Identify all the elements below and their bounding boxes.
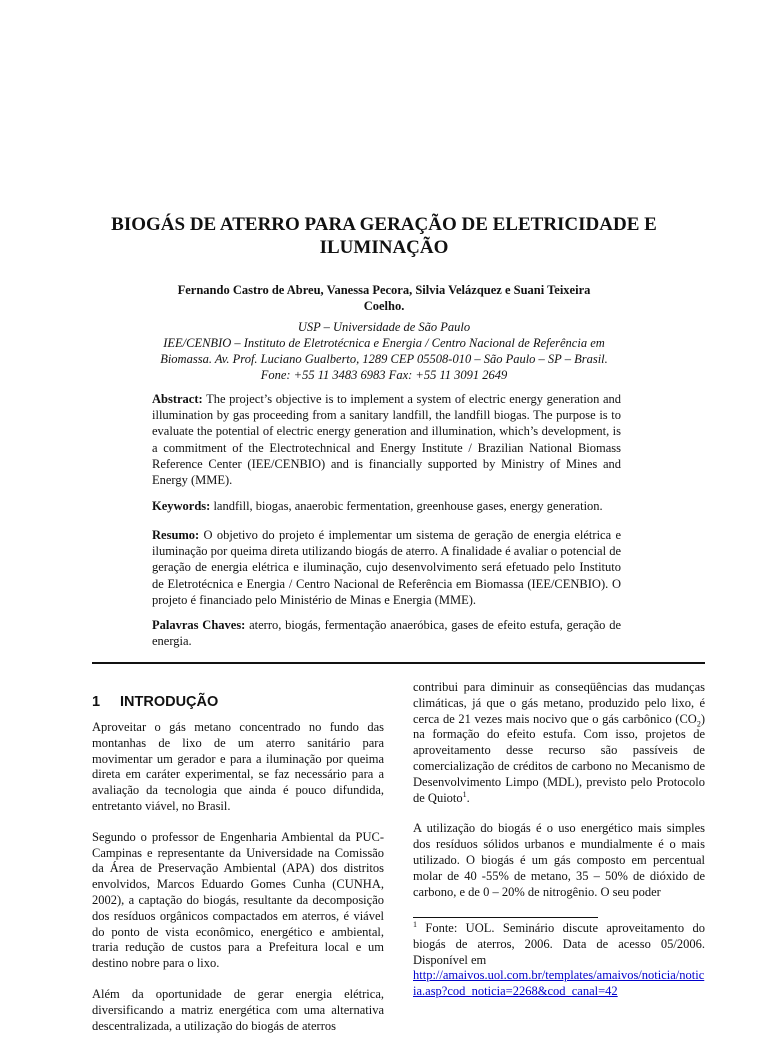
title-line-2: ILUMINAÇÃO (319, 237, 449, 258)
subscript: 2 (696, 719, 701, 729)
footnote-link[interactable]: http://amaivos.uol.com.br/templates/amaivos/noticia/noticia.asp?cod_noticia=2268&cod_canal=42 (413, 968, 705, 999)
affiliation-line: Biomassa. Av. Prof. Luciano Gualberto, 1289 CEP 05508-010 – São Paulo – SP – Brasil. (160, 352, 608, 366)
paragraph: A utilização do biogás é o uso energético mais simples dos resíduos sólidos urbanos e mundialmente é o mais utilizado. O biogás é um gás composto em percentual molar de 40 -55% de metano, 35 – 50% de dióxido de carbono, e de 0 – 20% de nitrogênio. O seu poder (413, 821, 705, 899)
footnote-ref[interactable]: 1 (462, 789, 467, 799)
right-column (413, 680, 705, 915)
paragraph-text: contribui para diminuir as conseqüências das mudanças climáticas, já que o gás metano, produzido pelo lixo, é cerca de 21 vezes mais nocivo que o gás carbônico (CO (413, 680, 705, 726)
title-line-1: BIOGÁS DE ATERRO PARA GERAÇÃO DE ELETRICIDADE E (111, 214, 657, 235)
keywords (152, 498, 621, 514)
paragraph-text: ) na formação do efeito estufa. Com isso, projetos de aproveitamento desse recurso são passíveis de comercialização de créditos de carbono no Mecanismo de Desenvolvimento Limpo (MDL), previsto pelo Protocolo de Quioto (413, 711, 705, 805)
paragraph-text: . (466, 790, 470, 805)
resumo-label: Resumo: (152, 528, 200, 542)
section-title: INTRODUÇÃO (120, 694, 219, 710)
footnote-rule (413, 917, 598, 918)
paragraph: Aproveitar o gás metano concentrado no fundo das montanhas de lixo de um aterro sanitário para movimentar um gerador e para a iluminação por queima direta em caráter experimental, se faz necessário para a avaliação da tecnologia que ainda é pouco difundida, entretanto viável, no Brasil. (92, 720, 384, 813)
resumo (152, 527, 621, 608)
authors-line-2: Coelho. (363, 299, 405, 313)
paragraph: Além da oportunidade de gerar energia elétrica, diversificando a matriz energética com uma alternativa descentralizada, a utilização do biogás de aterros (92, 986, 384, 1033)
paragraph: Segundo o professor de Engenharia Ambiental da PUC-Campinas e representante da Universidade na Comissão da Área de Preservação Ambiental (APA) dos distritos envolvidos, Marcos Eduardo Gomes Cunha (CUNHA, 2002), a captação do biogás, resultante da decomposição dos resíduos orgânicos compactados em aterros, é viável do ponto de vista econômico, energético e ambiental, traria redução de custos para a Prefeitura local e um destino nobre para o lixo. (92, 829, 384, 971)
keywords-label: Keywords: (152, 499, 211, 513)
affiliation (140, 319, 628, 383)
section-heading (92, 694, 218, 710)
resumo-text: O objetivo do projeto é implementar um sistema de geração de energia elétrica e iluminação por queima direta utilizando biogás de aterro. A finalidade é avaliar o potencial de geração de energia elétrica e iluminação, cujo desenvolvimento será efetuado pelo Instituto de Eletrotécnica e Energia / Centro Nacional de Referência em Biomassa (IEE/CENBIO). O projeto é financiado pelo Ministério de Minas e Energia (MME). (152, 528, 621, 607)
palavras-chaves (152, 617, 621, 649)
affiliation-line: Fone: +55 11 3483 6983 Fax: +55 11 3091 2649 (260, 368, 508, 382)
affiliation-line: USP – Universidade de São Paulo (297, 320, 471, 334)
affiliation-line: IEE/CENBIO – Instituto de Eletrotécnica e Energia / Centro Nacional de Referência em (163, 336, 605, 350)
keywords-text: landfill, biogas, anaerobic fermentation, greenhouse gases, energy generation. (213, 499, 603, 513)
authors-line-1: Fernando Castro de Abreu, Vanessa Pecora, Silvia Velázquez e Suani Teixeira (177, 283, 591, 297)
section-divider (92, 662, 705, 664)
palavras-label: Palavras Chaves: (152, 618, 246, 632)
paper-title (110, 213, 658, 259)
footnote-text: Fonte: UOL. Seminário discute aproveitamento do biogás de aterros, 2006. Data de acesso 05/2006. Disponível em (413, 921, 705, 967)
paragraph (413, 680, 705, 806)
authors (140, 282, 628, 314)
footnote-marker: 1 (413, 919, 417, 929)
left-column (92, 720, 384, 1049)
abstract-label: Abstract: (152, 392, 203, 406)
footnote (413, 921, 705, 1000)
palavras-text: aterro, biogás, fermentação anaeróbica, gases de efeito estufa, geração de energia. (152, 618, 621, 649)
abstract-text: The project’s objective is to implement a system of electric energy generation and illumination by gas proceeding from a sanitary landfill, the landfill biogas. The purpose is to evaluate the potential of electric energy generation and illumination, which’s development, is a commitment of the Electrotechnical and Energy Institute / Brazilian National Biomass Reference Center (IEE/CENBIO) and is financially supported by Ministry of Mines and Energy (MME). (152, 392, 621, 488)
section-number: 1 (92, 694, 101, 710)
abstract (152, 391, 621, 488)
